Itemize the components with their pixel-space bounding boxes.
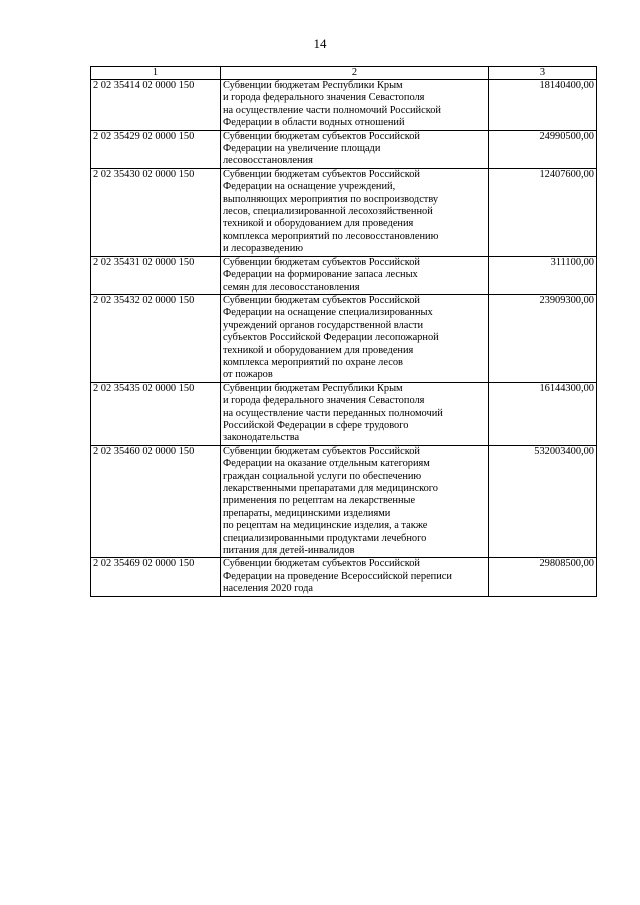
budget-table (90, 66, 597, 597)
table-row (91, 168, 597, 256)
budget-description: Субвенции бюджетам Республики Крым и города федерального значения Севастополя на осуществление части переданных полномочий Российской Федерации в сфере трудового законодательства (221, 382, 489, 445)
budget-code: 2 02 35414 02 0000 150 (91, 80, 221, 131)
budget-code: 2 02 35430 02 0000 150 (91, 168, 221, 256)
column-header-description: 2 (221, 67, 489, 80)
budget-description: Субвенции бюджетам субъектов Российской Федерации на оказание отдельным категориям граждан социальной услуги по обеспечению лекарственными препаратами для медицинского применения по рецептам на лекарственные препараты, медицинскими изделиями по рецептам на медицинские изделия, а также специализированными продуктами лечебного питания для детей-инвалидов (221, 445, 489, 558)
table-header-row (91, 67, 597, 80)
budget-amount: 311100,00 (489, 256, 597, 294)
budget-code: 2 02 35460 02 0000 150 (91, 445, 221, 558)
budget-amount: 18140400,00 (489, 80, 597, 131)
budget-description: Субвенции бюджетам субъектов Российской Федерации на увеличение площади лесовосстановления (221, 130, 489, 168)
budget-amount: 24990500,00 (489, 130, 597, 168)
column-header-amount: 3 (489, 67, 597, 80)
budget-description: Субвенции бюджетам субъектов Российской Федерации на формирование запаса лесных семян для лесовосстановления (221, 256, 489, 294)
budget-amount: 29808500,00 (489, 558, 597, 596)
table-row (91, 80, 597, 131)
budget-amount: 12407600,00 (489, 168, 597, 256)
budget-code: 2 02 35431 02 0000 150 (91, 256, 221, 294)
table-row (91, 130, 597, 168)
budget-description: Субвенции бюджетам субъектов Российской Федерации на оснащение учреждений, выполняющих мероприятия по воспроизводству лесов, специализированной лесохозяйственной техникой и оборудованием для проведения комплекса мероприятий по лесовосстановлению и лесоразведению (221, 168, 489, 256)
budget-code: 2 02 35435 02 0000 150 (91, 382, 221, 445)
budget-description: Субвенции бюджетам субъектов Российской Федерации на оснащение специализированных учреждений органов государственной власти субъектов Российской Федерации лесопожарной техникой и оборудованием для проведения комплекса мероприятий по охране лесов от пожаров (221, 294, 489, 382)
budget-amount: 16144300,00 (489, 382, 597, 445)
budget-amount: 23909300,00 (489, 294, 597, 382)
table-row (91, 256, 597, 294)
budget-code: 2 02 35429 02 0000 150 (91, 130, 221, 168)
table-row (91, 558, 597, 596)
budget-description: Субвенции бюджетам субъектов Российской Федерации на проведение Всероссийской переписи населения 2020 года (221, 558, 489, 596)
page-number: 14 (313, 36, 327, 51)
column-header-code: 1 (91, 67, 221, 80)
table-row (91, 294, 597, 382)
table-row (91, 382, 597, 445)
budget-code: 2 02 35432 02 0000 150 (91, 294, 221, 382)
budget-code: 2 02 35469 02 0000 150 (91, 558, 221, 596)
budget-amount: 532003400,00 (489, 445, 597, 558)
table-row (91, 445, 597, 558)
budget-description: Субвенции бюджетам Республики Крым и города федерального значения Севастополя на осуществление части полномочий Российской Федерации в области водных отношений (221, 80, 489, 131)
